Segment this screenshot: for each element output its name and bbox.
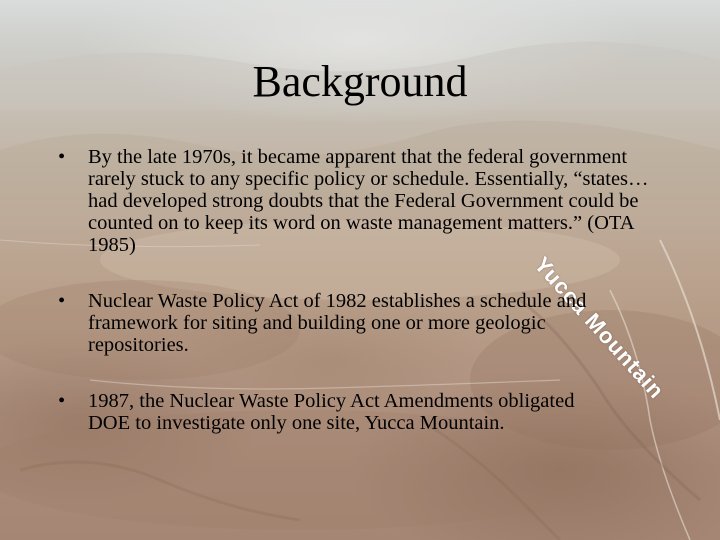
bullet-item	[56, 390, 676, 434]
slide-title: Background	[252, 57, 468, 106]
bullet-text: By the late 1970s, it became apparent that the federal government rarely stuck to any specific policy or schedule. Essentially, “states…had developed strong doubts that the Federal Government could be counted on to keep its word on waste management matters.” (OTA 1985)	[88, 146, 649, 256]
bullet-icon: •	[58, 290, 66, 312]
bullet-item	[56, 290, 676, 356]
bullet-icon: •	[58, 146, 66, 168]
yucca-mountain-map-label: Yucca Mountain	[529, 252, 670, 404]
bullet-list	[56, 146, 676, 434]
bullet-icon: •	[58, 390, 66, 412]
bullet-item	[56, 146, 676, 256]
bullet-text: Nuclear Waste Policy Act of 1982 establishes a schedule and framework for siting and building one or more geologic repositories.	[88, 290, 587, 356]
bullet-text: 1987, the Nuclear Waste Policy Act Amendments obligated DOE to investigate only one site, Yucca Mountain.	[88, 390, 575, 434]
